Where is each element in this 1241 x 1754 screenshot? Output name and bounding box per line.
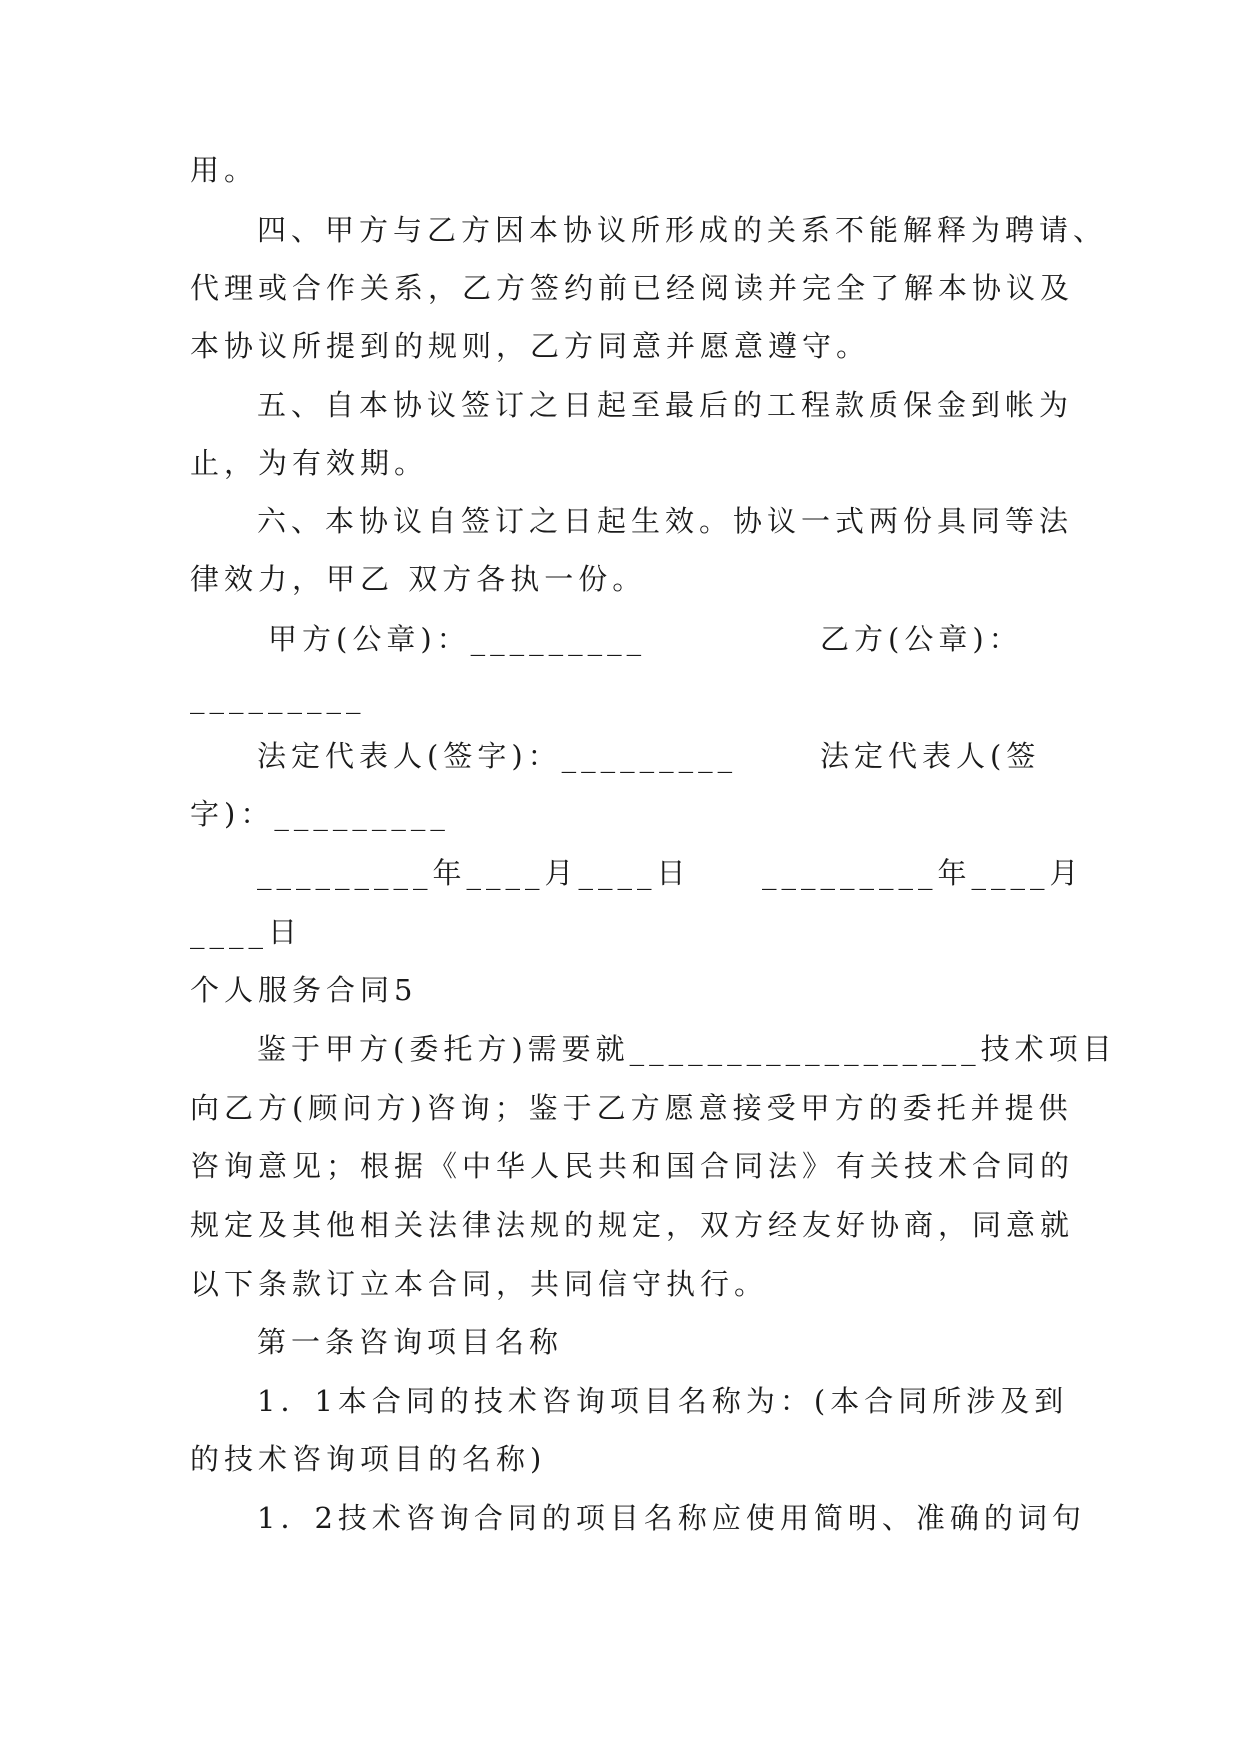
party-b-seal-label: 乙方(公章)： [820,622,1023,656]
text-line: 用。 [190,153,259,187]
text-line: 1．2技术咨询合同的项目名称应使用简明、准确的词句 [257,1501,1086,1535]
party-b-representative-label: 法定代表人(签 [820,739,1041,773]
text-line: 的技术咨询项目的名称) [190,1442,547,1476]
text-line: 规定及其他相关法律法规的规定，双方经友好协商，同意就 [190,1208,1075,1242]
party-a-seal-field: 甲方(公章)：_________ [268,622,647,656]
text-line: 咨询意见；根据《中华人民共和国合同法》有关技术合同的 [190,1149,1075,1183]
text-line: 六、本协议自签订之日起生效。协议一式两份具同等法 [257,504,1074,538]
text-line: 代理或合作关系，乙方签约前已经阅读并完全了解本协议及 [190,271,1075,305]
article-heading: 第一条咨询项目名称 [257,1325,564,1359]
party-a-date-field: _________年____月____日 [257,856,691,890]
text-line: 止，为有效期。 [190,446,429,480]
text-line: 本协议所提到的规则，乙方同意并愿意遵守。 [190,329,871,363]
text-line: 以下条款订立本合同，共同信守执行。 [190,1267,769,1301]
party-a-representative-field: 法定代表人(签字)：_________ [257,739,738,773]
text-line: 向乙方(顾问方)咨询；鉴于乙方愿意接受甲方的委托并提供 [190,1091,1073,1125]
party-b-seal-blank: _________ [190,680,366,714]
text-line: 律效力，甲乙 双方各执一份。 [190,562,647,596]
text-line: 四、甲方与乙方因本协议所形成的关系不能解释为聘请、 [257,213,1108,247]
text-line: 1．1本合同的技术咨询项目名称为：(本合同所涉及到 [257,1384,1069,1418]
party-b-representative-blank: 字)：_________ [190,797,450,831]
text-line: 五、自本协议签订之日起至最后的工程款质保金到帐为 [257,388,1074,422]
party-b-date-day: ____日 [190,915,303,949]
section-title: 个人服务合同5 [190,973,418,1007]
party-b-date-field: _________年____月 [762,856,1084,890]
text-line: 鉴于甲方(委托方)需要就__________________技术项目 [257,1032,1117,1066]
